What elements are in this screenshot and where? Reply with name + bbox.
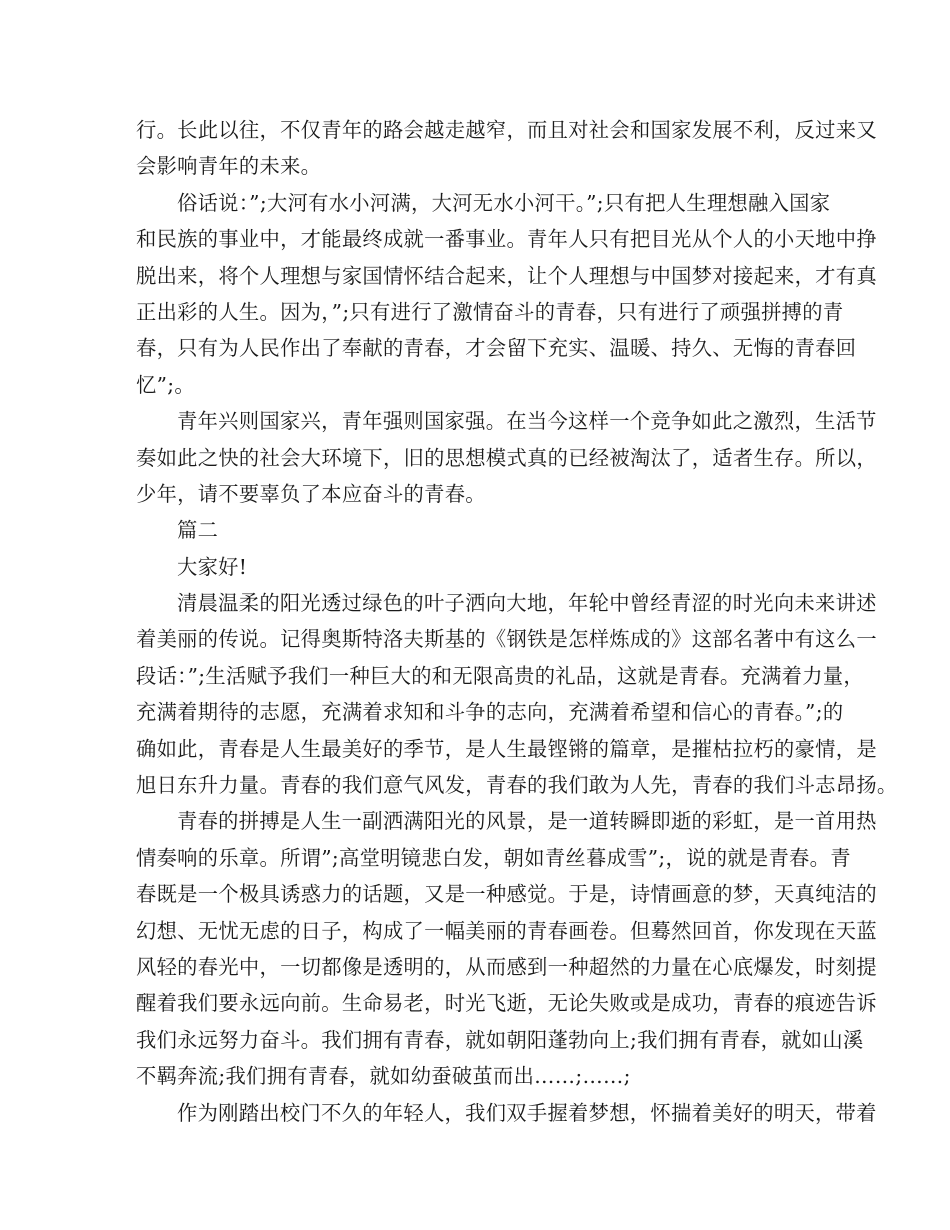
- text-line: 春，只有为人民作出了奉献的青春，才会留下充实、温暖、持久、无悔的青春回: [136, 336, 857, 361]
- text-line: 充满着期待的志愿，充满着求知和斗争的志向，充满着希望和信心的青春。”;的: [136, 700, 844, 725]
- text-line: 和民族的事业中，才能最终成就一番事业。青年人只有把目光从个人的小天地中挣: [136, 227, 877, 252]
- paragraph: [136, 512, 826, 548]
- text-line: 奏如此之快的社会大环境下，旧的思想模式真的已经被淘汰了，适者生存。所以，: [136, 445, 877, 470]
- text-line: 作为刚踏出校门不久的年轻人，我们双手握着梦想，怀揣着美好的明天，带着: [177, 1100, 877, 1125]
- text-line: 大家好!: [177, 554, 248, 579]
- text-line: 行。长此以往，不仅青年的路会越走越窄，而且对社会和国家发展不利，反过来又: [136, 118, 877, 142]
- text-line: 正出彩的人生。因为，”;只有进行了激情奋斗的青春，只有进行了顽强拼搏的青: [136, 299, 844, 324]
- document-body: [136, 112, 898, 1131]
- text-line: 旭日东升力量。青春的我们意气风发，青春的我们敢为人先，青春的我们斗志昂扬。: [136, 773, 898, 798]
- text-line: 会影响青年的未来。: [136, 154, 322, 179]
- text-line: 着美丽的传说。记得奥斯特洛夫斯基的《钢铁是怎样炼成的》这部名著中有这么一: [136, 627, 877, 652]
- text-line: 醒着我们要永远向前。生命易老，时光飞逝，无论失败或是成功，青春的痕迹告诉: [136, 991, 877, 1016]
- text-line: 忆”;。: [136, 372, 195, 397]
- paragraph: [136, 1095, 877, 1131]
- text-line: 幻想、无忧无虑的日子，构成了一幅美丽的青春画卷。但蓦然回首，你发现在天蓝: [136, 918, 877, 943]
- text-line: 春既是一个极具诱惑力的话题，又是一种感觉。于是，诗情画意的梦，天真纯洁的: [136, 882, 877, 907]
- paragraph: [136, 549, 826, 585]
- text-line: 少年，请不要辜负了本应奋斗的青春。: [136, 481, 486, 506]
- paragraph: [136, 803, 877, 1094]
- text-line: 确如此，青春是人生最美好的季节，是人生最铿锵的篇章，是摧枯拉朽的豪情，是: [136, 736, 877, 761]
- paragraph: [136, 185, 877, 403]
- text-line: 脱出来，将个人理想与家国情怀结合起来，让个人理想与中国梦对接起来，才有真: [136, 263, 877, 288]
- text-line: 不羁奔流;我们拥有青春，就如幼蚕破茧而出……;……;: [136, 1064, 631, 1089]
- text-line: 清晨温柔的阳光透过绿色的叶子洒向大地，年轮中曾经青涩的时光向未来讲述: [177, 591, 877, 616]
- paragraph: [136, 112, 877, 185]
- text-line: 风轻的春光中，一切都像是透明的，从而感到一种超然的力量在心底爆发，时刻提: [136, 954, 877, 979]
- text-line: 情奏响的乐章。所谓”;高堂明镜悲白发，朝如青丝暮成雪”;，说的就是青春。青: [136, 845, 851, 870]
- paragraph: [136, 403, 877, 512]
- text-line: 俗话说：”;大河有水小河满，大河无水小河干。”;只有把人生理想融入国家: [177, 190, 831, 215]
- text-line: 青春的拼搏是人生一副洒满阳光的风景，是一道转瞬即逝的彩虹，是一首用热: [177, 809, 877, 834]
- paragraph: [136, 585, 898, 803]
- text-line: 我们永远努力奋斗。我们拥有青春，就如朝阳蓬勃向上;我们拥有青春，就如山溪: [136, 1027, 864, 1052]
- text-line: 青年兴则国家兴，青年强则国家强。在当今这样一个竞争如此之激烈，生活节: [177, 409, 877, 434]
- text-line: 段话：”;生活赋予我们一种巨大的和无限高贵的礼品，这就是青春。充满着力量，: [136, 663, 865, 688]
- text-line: 篇二: [177, 518, 219, 543]
